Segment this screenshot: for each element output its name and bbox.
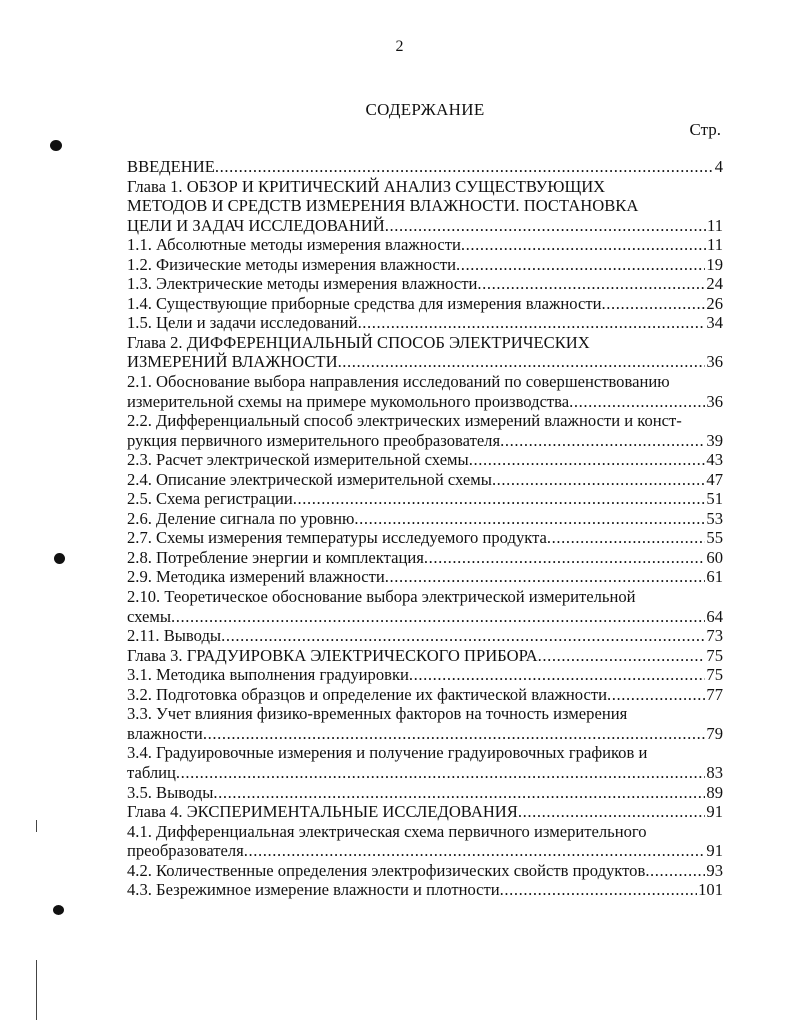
- toc-entry-text: Глава 3. ГРАДУИРОВКА ЭЛЕКТРИЧЕСКОГО ПРИБОРА: [127, 645, 538, 665]
- toc-page-number: 75: [706, 645, 723, 665]
- dot-leader: [500, 880, 697, 900]
- toc-entry-line: [127, 861, 723, 881]
- toc-entry-text: 2.9. Методика измерений влажности: [127, 567, 385, 587]
- toc-entry: [127, 880, 723, 900]
- toc-entry-line: [127, 431, 723, 451]
- dot-leader: [492, 470, 705, 490]
- toc-page-number: 11: [707, 235, 723, 255]
- toc-entry: [127, 470, 723, 490]
- toc-entry: [127, 743, 723, 782]
- toc-entry-text: 3.5. Выводы: [127, 782, 214, 802]
- dot-leader: [547, 528, 706, 548]
- toc-page-number: 77: [706, 684, 723, 704]
- dot-leader: [607, 685, 705, 705]
- toc-entry-line: [127, 294, 723, 314]
- toc-page-number: 43: [706, 450, 723, 470]
- toc-entry-line: [127, 470, 723, 490]
- toc-entry-line: [127, 274, 723, 294]
- toc-entry-line: [127, 607, 723, 627]
- toc-entry-text: 4.3. Безрежимное измерение влажности и плотности: [127, 880, 500, 900]
- toc-entry-line: [127, 313, 723, 333]
- toc-page-number: 55: [706, 528, 723, 548]
- toc-entry-line: [127, 880, 723, 900]
- table-of-contents: [127, 157, 723, 900]
- toc-entry-line: [127, 587, 723, 607]
- dot-leader: [456, 255, 705, 275]
- toc-page-number: 36: [706, 352, 723, 372]
- toc-entry-text: 1.5. Цели и задачи исследований: [127, 313, 358, 333]
- toc-entry-line: [127, 352, 723, 372]
- scan-mark: [36, 960, 37, 1020]
- toc-page-number: 19: [706, 254, 723, 274]
- dot-leader: [221, 626, 705, 646]
- toc-entry-text: влажности: [127, 723, 203, 743]
- toc-entry-text: 1.4. Существующие приборные средства для измерения влажности: [127, 293, 602, 313]
- toc-entry: [127, 685, 723, 705]
- toc-entry-text: 3.2. Подготовка образцов и определение их фактической влажности: [127, 684, 608, 704]
- toc-page-number: 24: [706, 274, 723, 294]
- toc-entry-line: [127, 255, 723, 275]
- dot-leader: [358, 313, 706, 333]
- toc-entry: [127, 313, 723, 333]
- toc-page-number: 79: [706, 723, 723, 743]
- toc-entry-text: 2.1. Обоснование выбора направления исследований по совершенствованию: [127, 372, 670, 392]
- toc-entry-line: [127, 802, 723, 822]
- toc-entry-text: 2.6. Деление сигнала по уровню: [127, 508, 355, 528]
- toc-entry: [127, 704, 723, 743]
- toc-entry-line: [127, 763, 723, 783]
- toc-entry-text: 2.5. Схема регистрации: [127, 489, 293, 509]
- toc-page-number: 53: [706, 508, 723, 528]
- toc-entry: [127, 567, 723, 587]
- toc-page-number: 4: [714, 157, 723, 176]
- toc-entry: [127, 274, 723, 294]
- toc-entry-line: [127, 646, 723, 666]
- toc-entry-text: таблиц: [127, 762, 176, 782]
- toc-entry-text: 2.7. Схемы измерения температуры исследуемого продукта: [127, 528, 547, 548]
- toc-entry-text: 4.1. Дифференциальная электрическая схема первичного измерительного: [127, 821, 647, 841]
- toc-entry-text: 2.4. Описание электрической измерительной схемы: [127, 469, 492, 489]
- toc-entry-line: [127, 626, 723, 646]
- toc-entry-line: [127, 783, 723, 803]
- toc-entry: [127, 822, 723, 861]
- toc-entry-line: [127, 196, 723, 216]
- toc-entry: [127, 333, 723, 372]
- toc-entry-line: [127, 567, 723, 587]
- toc-page-number: 91: [706, 841, 723, 861]
- toc-entry-line: [127, 704, 723, 724]
- toc-entry-text: 2.10. Теоретическое обоснование выбора электрической измерительной: [127, 587, 636, 607]
- toc-entry: [127, 587, 723, 626]
- toc-entry-line: [127, 333, 723, 353]
- toc-entry: [127, 665, 723, 685]
- toc-entry-line: [127, 724, 723, 744]
- dot-leader: [645, 861, 705, 881]
- dot-leader: [354, 509, 705, 529]
- toc-entry: [127, 861, 723, 881]
- toc-entry: [127, 509, 723, 529]
- toc-entry-line: [127, 157, 723, 177]
- toc-entry: [127, 294, 723, 314]
- toc-entry-line: [127, 743, 723, 763]
- toc-entry-text: 3.3. Учет влияния физико-временных факторов на точность измерения: [127, 704, 628, 724]
- dot-leader: [176, 763, 706, 783]
- toc-entry-line: [127, 392, 723, 412]
- toc-entry-line: [127, 216, 723, 236]
- toc-entry-text: 1.3. Электрические методы измерения влажности: [127, 274, 478, 294]
- toc-entry-line: [127, 450, 723, 470]
- toc-entry-text: 3.1. Методика выполнения градуировки: [127, 665, 409, 685]
- toc-entry-line: [127, 411, 723, 431]
- toc-page-number: 101: [698, 880, 723, 900]
- dot-leader: [203, 724, 706, 744]
- dot-leader: [469, 450, 706, 470]
- toc-entry-line: [127, 177, 723, 197]
- dot-leader: [338, 352, 706, 372]
- dot-leader: [213, 783, 705, 803]
- toc-page-number: 64: [706, 606, 723, 626]
- toc-entry-text: Глава 2. ДИФФЕРЕНЦИАЛЬНЫЙ СПОСОБ ЭЛЕКТРИЧЕСКИХ: [127, 332, 590, 352]
- toc-entry-text: Глава 4. ЭКСПЕРИМЕНТАЛЬНЫЕ ИССЛЕДОВАНИЯ: [127, 802, 518, 822]
- toc-page-number: 34: [706, 313, 723, 333]
- toc-page-number: 26: [706, 293, 723, 313]
- toc-entry: [127, 255, 723, 275]
- toc-entry-line: [127, 235, 723, 255]
- dot-leader: [538, 646, 706, 666]
- toc-entry-text: 1.1. Абсолютные методы измерения влажности: [127, 235, 461, 255]
- toc-entry-line: [127, 528, 723, 548]
- toc-page-number: 60: [706, 547, 723, 567]
- toc-entry-text: 4.2. Количественные определения электрофизических свойств продуктов: [127, 860, 646, 880]
- dot-leader: [500, 431, 705, 451]
- toc-entry: [127, 489, 723, 509]
- scan-mark: [36, 820, 37, 832]
- toc-entry-line: [127, 685, 723, 705]
- scan-speck: [54, 553, 65, 564]
- toc-entry-text: рукция первичного измерительного преобразователя: [127, 430, 501, 450]
- toc-entry-line: [127, 509, 723, 529]
- toc-entry: [127, 783, 723, 803]
- toc-entry: [127, 372, 723, 411]
- page-title: СОДЕРЖАНИЕ: [365, 100, 485, 119]
- toc-entry-text: 2.3. Расчет электрической измерительной схемы: [127, 450, 469, 470]
- toc-entry: [127, 177, 723, 236]
- toc-entry-line: [127, 372, 723, 392]
- toc-entry-line: [127, 822, 723, 842]
- toc-entry-line: [127, 489, 723, 509]
- toc-page-number: 89: [706, 782, 723, 802]
- toc-entry: [127, 626, 723, 646]
- toc-entry: [127, 802, 723, 822]
- dot-leader: [424, 548, 706, 568]
- toc-entry-text: ЦЕЛИ И ЗАДАЧ ИССЛЕДОВАНИЙ: [127, 215, 385, 235]
- dot-leader: [385, 216, 706, 236]
- dot-leader: [385, 567, 706, 587]
- page-column-label: Стр.: [689, 120, 721, 139]
- toc-entry: [127, 411, 723, 450]
- page-number: 2: [395, 38, 404, 55]
- dot-leader: [461, 235, 706, 255]
- toc-entry-text: Глава 1. ОБЗОР И КРИТИЧЕСКИЙ АНАЛИЗ СУЩЕСТВУЮЩИХ: [127, 176, 606, 196]
- toc-page-number: 93: [706, 860, 723, 880]
- toc-entry-text: 1.2. Физические методы измерения влажности: [127, 254, 456, 274]
- toc-page-number: 73: [706, 626, 723, 646]
- toc-entry-line: [127, 548, 723, 568]
- toc-page-number: 36: [706, 391, 723, 411]
- toc-entry-text: схемы: [127, 606, 172, 626]
- toc-entry: [127, 646, 723, 666]
- toc-entry-text: 2.8. Потребление энергии и комплектация: [127, 547, 424, 567]
- dot-leader: [409, 665, 705, 685]
- toc-entry-text: 3.4. Градуировочные измерения и получение градуировочных графиков и: [127, 743, 648, 763]
- toc-page-number: 61: [706, 567, 723, 587]
- dot-leader: [569, 392, 705, 412]
- toc-entry: [127, 528, 723, 548]
- toc-entry-line: [127, 841, 723, 861]
- toc-entry-text: ИЗМЕРЕНИЙ ВЛАЖНОСТИ: [127, 352, 338, 372]
- toc-page-number: 75: [706, 665, 723, 685]
- toc-page-number: 39: [706, 430, 723, 450]
- toc-page-number: 83: [706, 762, 723, 782]
- dot-leader: [477, 274, 705, 294]
- dot-leader: [215, 157, 714, 177]
- dot-leader: [244, 841, 706, 861]
- toc-entry: [127, 235, 723, 255]
- dot-leader: [171, 607, 705, 627]
- toc-entry-text: измерительной схемы на примере мукомольного производства: [127, 391, 570, 411]
- toc-page-number: 91: [706, 802, 723, 822]
- toc-entry-text: МЕТОДОВ И СРЕДСТВ ИЗМЕРЕНИЯ ВЛАЖНОСТИ. ПОСТАНОВКА: [127, 196, 639, 216]
- toc-entry-line: [127, 665, 723, 685]
- toc-entry: [127, 548, 723, 568]
- toc-entry: [127, 157, 723, 177]
- toc-entry: [127, 450, 723, 470]
- toc-page-number: 47: [706, 469, 723, 489]
- dot-leader: [293, 489, 706, 509]
- scan-speck: [53, 905, 64, 915]
- toc-page-number: 51: [706, 489, 723, 509]
- toc-entry-text: преобразователя: [127, 841, 244, 861]
- scan-speck: [50, 140, 62, 151]
- toc-entry-text: ВВЕДЕНИЕ: [127, 157, 215, 176]
- toc-entry-text: 2.2. Дифференциальный способ электрических измерений влажности и конст-: [127, 411, 682, 431]
- dot-leader: [518, 802, 706, 822]
- toc-entry-text: 2.11. Выводы: [127, 626, 222, 646]
- toc-page-number: 11: [707, 215, 723, 235]
- dot-leader: [602, 294, 706, 314]
